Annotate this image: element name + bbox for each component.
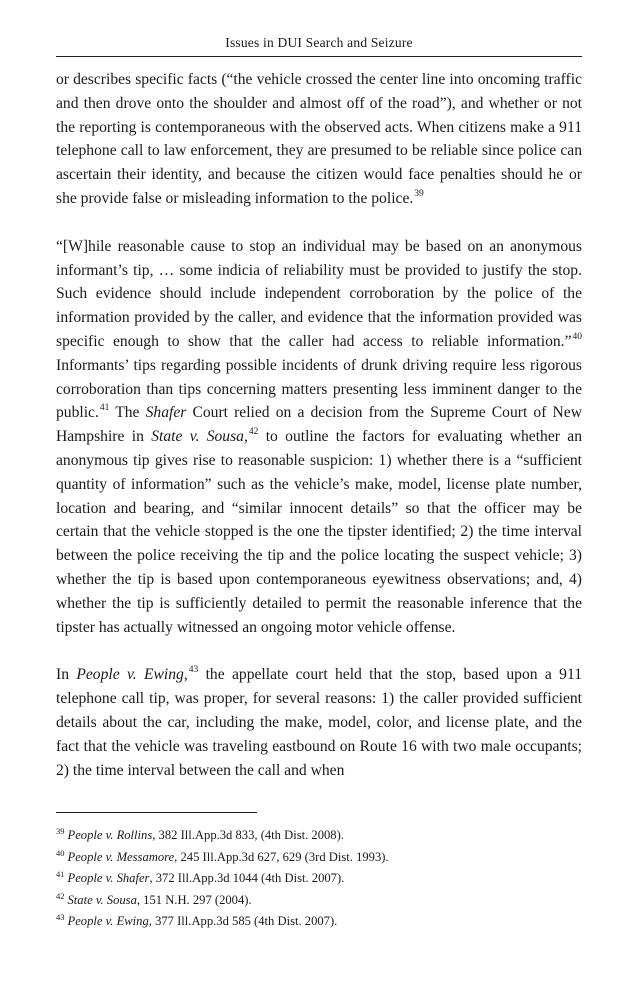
paragraph xyxy=(56,235,582,640)
footnotes xyxy=(56,823,582,931)
footnote-case-name: People v. Shafer xyxy=(67,871,150,886)
text-run: In xyxy=(56,666,77,684)
footnote-citation: , 377 Ill.App.3d 585 (4th Dist. 2007). xyxy=(148,914,338,929)
footnote-case-name: People v. Rollins xyxy=(67,828,153,843)
footnote-case-name: People v. Ewing xyxy=(67,914,149,929)
footnote-citation: , 372 Ill.App.3d 1044 (4th Dist. 2007). xyxy=(149,871,345,886)
footnote-marker: 40 xyxy=(572,331,582,342)
text-run: Informants’ tips regarding possible incidents of drunk driving require less rigorous corroboration than tips concerning matters presenting less imminent danger to the public. xyxy=(56,356,582,422)
footnote-citation: , 245 Ill.App.3d 627, 629 (3rd Dist. 1993). xyxy=(174,849,389,864)
footnote xyxy=(56,888,582,910)
case-name: People v. Ewing xyxy=(76,666,184,684)
footnote-number: 42 xyxy=(56,890,65,901)
text-run: , xyxy=(243,428,248,446)
body-text xyxy=(56,68,582,782)
case-name: Shafer xyxy=(145,404,187,422)
footnote-case-name: People v. Messamore xyxy=(67,849,175,864)
text-run: “[W]hile reasonable cause to stop an individual may be based on an anonymous informant’s tip, … some indicia of reliability must be provided to justify the stop. Such evidence should include independent corroboration by the police of the information provided by the caller, and evidence that the information provided was specific enough to show that the caller had access to reliable information.” xyxy=(56,237,582,350)
footnote xyxy=(56,845,582,867)
footnote xyxy=(56,866,582,888)
footnote-marker: 39 xyxy=(414,188,424,199)
footnote-citation: , 151 N.H. 297 (2004). xyxy=(136,892,252,907)
case-name: State v. Sousa xyxy=(151,428,244,446)
footnote-number: 41 xyxy=(56,869,65,880)
text-run: to outline the factors for evaluating whether an anonymous tip gives rise to reasonable suspicion: 1) whether there is a “sufficient quantity of information” such as the vehicle’s make, model, license plate number, location and bearing, and “similar innocent details” so that the officer may be certain that the vehicle stopped is the one the tipster identified; 2) the time interval between the police receiving the tip and the police locating the suspect vehicle; 3) whether the tip is based upon contemporaneous eyewitness observations; and, 4) whether the tip is sufficiently detailed to permit the reasonable inference that the tipster has actually witnessed an ongoing motor vehicle offense. xyxy=(56,428,582,636)
header-rule xyxy=(56,56,582,57)
text-run: The xyxy=(109,404,146,422)
footnote-number: 43 xyxy=(56,912,65,923)
footnote-marker: 42 xyxy=(248,426,259,437)
paragraph xyxy=(56,68,582,211)
text-run: the appellate court held that the stop, based upon a 911 telephone call tip, was proper, for several reasons: 1) the caller provided sufficient details about the car, including the make, model, color, and license plate, and the fact that the vehicle was traveling eastbound on Route 16 with two male occupants; 2) the time interval between the call and when xyxy=(56,666,582,779)
paragraph xyxy=(56,663,582,782)
footnote xyxy=(56,909,582,931)
footnote-marker: 43 xyxy=(188,665,199,676)
text-run: Court relied on a decision from the Supreme Court of New Hampshire in xyxy=(56,404,582,446)
text-run: or describes specific facts (“the vehicle crossed the center line into oncoming traffic and then drove onto the shoulder and almost off of the road”), and whether or not the reporting is contemporaneous with the observed acts. When citizens make a 911 telephone call to law enforcement, they are presumed to be reliable since police can ascertain their identity, and because the citizen would face penalties should he or she provide false or misleading information to the police. xyxy=(56,71,582,207)
footnote xyxy=(56,823,582,845)
footnote-separator xyxy=(56,812,257,813)
footnote-case-name: State v. Sousa xyxy=(67,892,137,907)
footnote-number: 40 xyxy=(56,847,65,858)
footnote-citation: , 382 Ill.App.3d 833, (4th Dist. 2008). xyxy=(152,828,344,843)
running-header: Issues in DUI Search and Seizure xyxy=(225,35,413,50)
text-run: , xyxy=(183,666,188,684)
footnote-number: 39 xyxy=(56,826,65,836)
footnote-marker: 41 xyxy=(99,403,110,414)
